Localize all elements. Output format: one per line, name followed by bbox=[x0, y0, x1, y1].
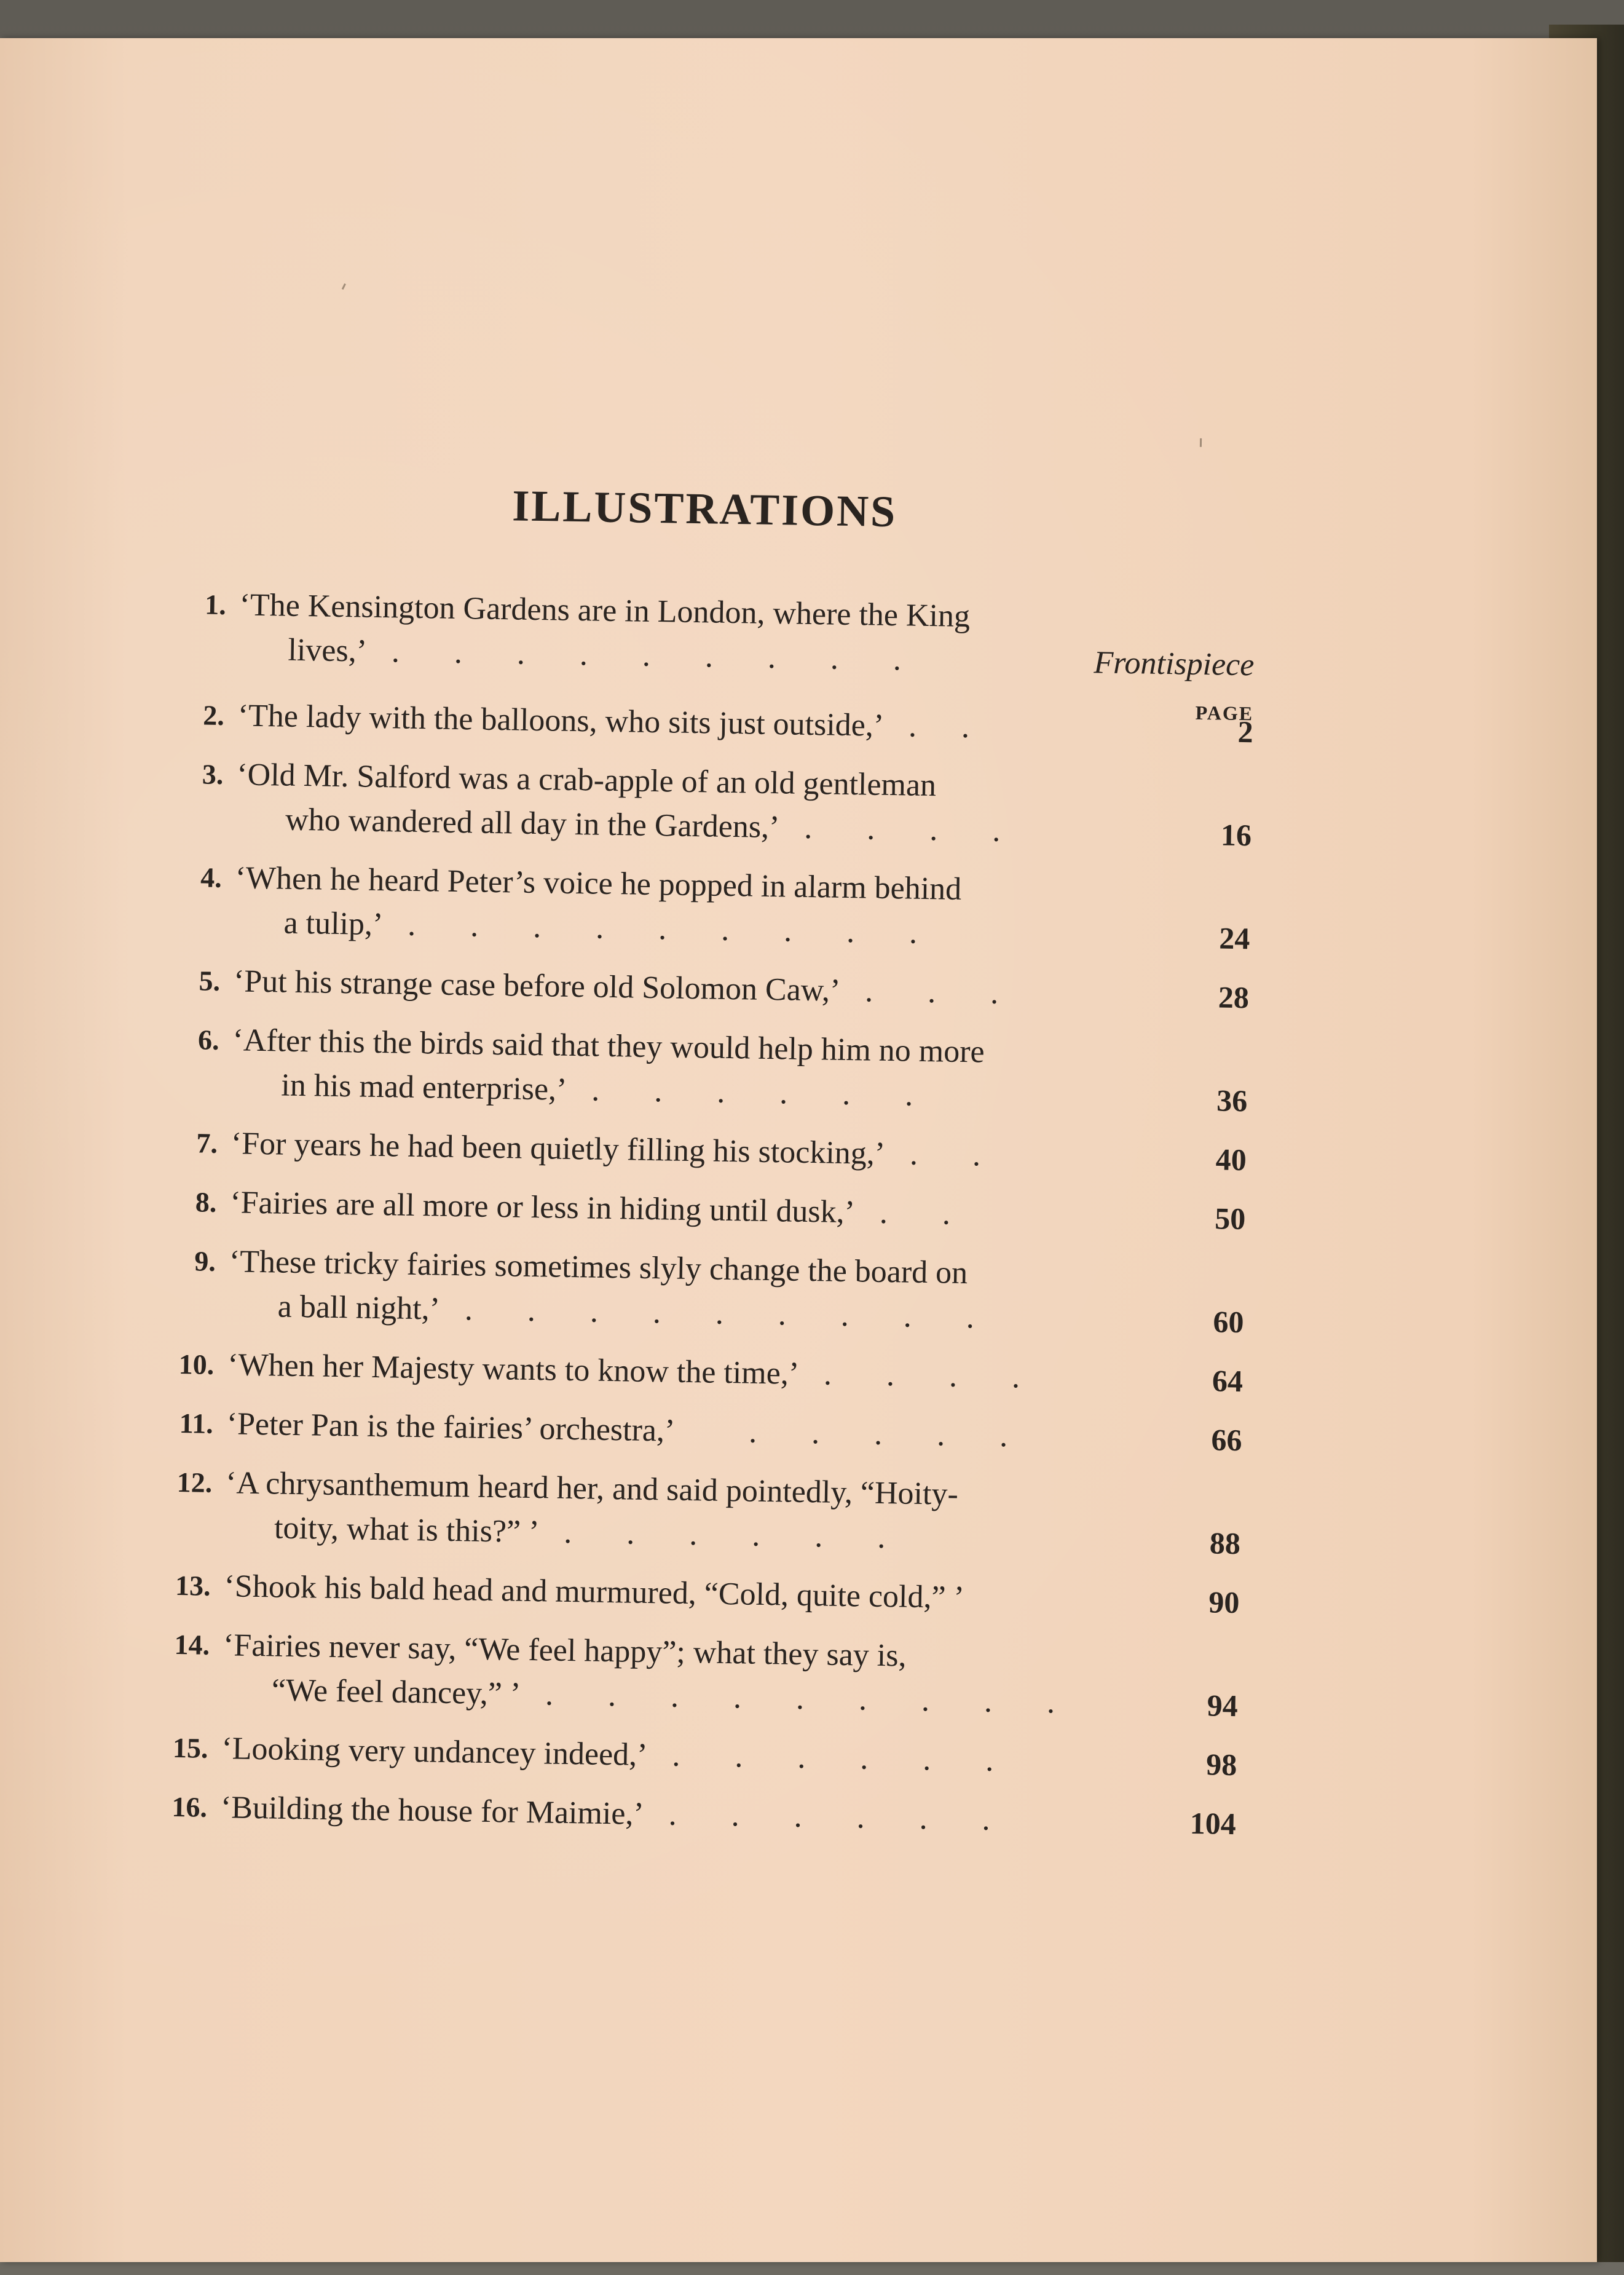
entry-caption-line2: in his mad enterprise,’ bbox=[280, 1067, 567, 1107]
dot-leaders: . . . bbox=[864, 973, 1022, 1011]
dot-leaders: . . . . . . bbox=[591, 1072, 937, 1114]
entry-page: 94 bbox=[1207, 1688, 1239, 1723]
entry-caption-line1: ‘Looking very undancey indeed,’ bbox=[221, 1731, 648, 1773]
entry-caption-line2: a tulip,’ bbox=[283, 905, 384, 943]
dot-leaders: . . bbox=[908, 708, 988, 745]
entry-caption bbox=[226, 1402, 1138, 1460]
entry-page: 104 bbox=[1189, 1805, 1237, 1842]
entry-caption-line1: ‘Fairies are all more or less in hiding until dusk,’ bbox=[229, 1185, 856, 1230]
list-item bbox=[174, 1239, 1245, 1344]
entry-caption bbox=[221, 1727, 1133, 1785]
page-title: ILLUSTRATIONS bbox=[511, 481, 897, 537]
entry-number: 9. bbox=[194, 1245, 216, 1277]
entry-caption-line1: ‘For years he had been quietly filling his stocking,’ bbox=[231, 1126, 886, 1171]
entry-caption-line1: ‘Building the house for Maimie,’ bbox=[220, 1790, 645, 1832]
entry-caption bbox=[234, 959, 1145, 1018]
page-content bbox=[0, 26, 1614, 2275]
list-item bbox=[178, 1018, 1248, 1123]
dot-leaders: . . . . . . . . . bbox=[545, 1677, 1079, 1721]
entry-caption bbox=[231, 1122, 1142, 1180]
entry-caption-line1: ‘Put his strange case before old Solomon Caw,’ bbox=[233, 963, 841, 1008]
dot-leaders: . . bbox=[909, 1136, 1004, 1174]
entry-page: 88 bbox=[1209, 1525, 1241, 1561]
entry-number: 5. bbox=[199, 965, 221, 997]
entry-page: 28 bbox=[1218, 979, 1250, 1015]
entry-page: 40 bbox=[1215, 1142, 1247, 1177]
entry-number: 13. bbox=[175, 1569, 211, 1602]
entry-number: 10. bbox=[178, 1348, 215, 1380]
list-item bbox=[167, 1726, 1237, 1787]
list-item bbox=[171, 1460, 1242, 1565]
entry-number: 2. bbox=[202, 699, 225, 732]
page-column-label: PAGE bbox=[1195, 701, 1254, 725]
list-item bbox=[179, 959, 1250, 1019]
entry-caption: ‘The Kensington Gardens are in London, where the King bbox=[239, 587, 971, 635]
list-item bbox=[166, 1785, 1236, 1846]
entry-caption-line2: who wandered all day in the Gardens,’ bbox=[285, 802, 780, 845]
list-item bbox=[180, 855, 1251, 960]
entry-page: 50 bbox=[1214, 1201, 1246, 1236]
entry-caption-line1: ‘The lady with the balloons, who sits just outside,’ bbox=[237, 698, 885, 743]
entry-caption: ‘When he heard Peter’s voice he popped in alarm behind bbox=[235, 860, 962, 907]
list-item bbox=[173, 1342, 1244, 1403]
dot-leaders: . . . . bbox=[803, 810, 1024, 849]
list-item bbox=[182, 752, 1253, 857]
entry-page: 90 bbox=[1208, 1585, 1240, 1620]
entry-number: 1. bbox=[204, 588, 227, 621]
entry-caption-line2: lives,’ bbox=[288, 632, 368, 669]
entry-caption: ‘A chrysanthemum heard her, and said pointedly, “Hoity- bbox=[225, 1465, 959, 1512]
entry-number: 14. bbox=[174, 1628, 210, 1661]
list-item bbox=[176, 1121, 1247, 1182]
entry-number: 7. bbox=[196, 1127, 218, 1159]
entry-page: 16 bbox=[1220, 817, 1252, 853]
dot-leaders: . . bbox=[879, 1195, 974, 1232]
book-page bbox=[0, 38, 1597, 2262]
entry-number: 16. bbox=[171, 1790, 208, 1823]
dot-leaders: . . . . . . bbox=[668, 1797, 1014, 1838]
entry-number: 3. bbox=[202, 758, 224, 790]
dot-leaders: . . . . bbox=[823, 1356, 1044, 1396]
entry-caption: ‘Old Mr. Salford was a crab-apple of an old gentleman bbox=[236, 757, 937, 804]
entry-caption: ‘Shook his bald head and murmured, “Cold, quite cold,” ’ bbox=[224, 1569, 965, 1616]
list-item bbox=[184, 582, 1255, 687]
entry-caption-line1: ‘When her Majesty wants to know the time,’ bbox=[227, 1347, 800, 1391]
dot-leaders: . . . . . . . . . bbox=[391, 634, 925, 678]
list-item bbox=[168, 1623, 1239, 1728]
entry-caption: ‘These tricky fairies sometimes slyly change the board on bbox=[229, 1244, 968, 1291]
entry-caption bbox=[227, 1343, 1139, 1401]
dot-leaders: . . . . . . bbox=[563, 1514, 909, 1556]
entry-caption: ‘After this the birds said that they would help him no more bbox=[232, 1023, 985, 1070]
entry-caption-line2: toity, what is this?” ’ bbox=[274, 1510, 540, 1550]
entry-number: 4. bbox=[200, 861, 223, 893]
entry-caption bbox=[230, 1181, 1141, 1239]
entry-page: 2 bbox=[1237, 714, 1254, 750]
list-item bbox=[176, 1180, 1246, 1241]
list-item bbox=[172, 1401, 1242, 1462]
dot-leaders: . . . . . . bbox=[672, 1738, 1017, 1779]
entry-number: 8. bbox=[195, 1186, 217, 1218]
entry-caption bbox=[220, 1786, 1132, 1844]
list-item bbox=[170, 1564, 1240, 1624]
entry-page: 60 bbox=[1213, 1304, 1245, 1340]
entry-caption bbox=[237, 694, 1149, 752]
entry-page: 64 bbox=[1212, 1363, 1244, 1399]
page-mark bbox=[1200, 438, 1202, 447]
dot-leaders: . . . . . . . . . bbox=[464, 1292, 998, 1335]
entry-page: 36 bbox=[1216, 1083, 1248, 1118]
dot-leaders: . . . . . bbox=[748, 1414, 1031, 1454]
illustrations-list bbox=[166, 582, 1255, 1861]
entry-number: 15. bbox=[172, 1731, 208, 1764]
entry-caption-line1: ‘Peter Pan is the fairies’ orchestra,’ bbox=[226, 1406, 676, 1449]
entry-caption: ‘Fairies never say, “We feel happy”; what they say is, bbox=[223, 1628, 907, 1674]
entry-page: 66 bbox=[1211, 1422, 1242, 1458]
entry-number: 6. bbox=[197, 1024, 219, 1056]
list-item bbox=[183, 693, 1253, 754]
entry-page: Frontispiece bbox=[1094, 645, 1255, 683]
entry-caption-line2: a ball night,’ bbox=[277, 1289, 441, 1327]
entry-page: 98 bbox=[1205, 1747, 1237, 1782]
entry-number: 11. bbox=[179, 1407, 214, 1439]
page-mark bbox=[342, 283, 346, 290]
entry-number: 12. bbox=[176, 1466, 213, 1498]
dot-leaders: . . . . . . . . . bbox=[407, 907, 941, 951]
entry-page: 24 bbox=[1218, 920, 1250, 956]
entry-caption-line2: “We feel dancey,” ’ bbox=[271, 1672, 521, 1712]
